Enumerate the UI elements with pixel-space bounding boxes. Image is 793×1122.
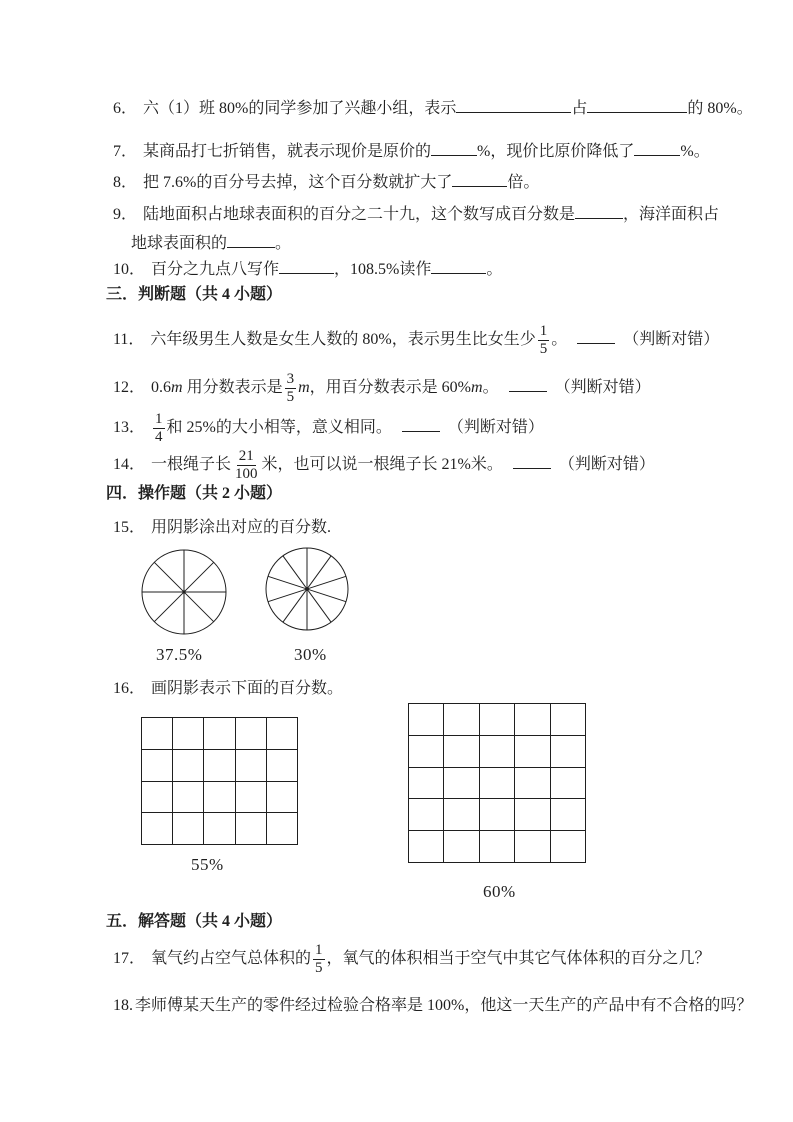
fraction-numerator: 1 xyxy=(155,411,163,428)
grid-cell xyxy=(236,750,267,782)
grid-cell xyxy=(236,782,267,814)
question-text: 用阴影涂出对应的百分数. xyxy=(151,519,332,536)
grid-cell xyxy=(515,768,550,800)
grid-cell xyxy=(444,831,479,863)
grid-cell xyxy=(480,768,515,800)
question-number: 10． xyxy=(113,261,146,278)
fraction-denominator: 4 xyxy=(155,428,163,445)
grid-cell xyxy=(480,799,515,831)
fraction xyxy=(538,323,550,358)
grid-cell xyxy=(204,813,235,845)
grid-label-2: 60% xyxy=(483,882,516,901)
fraction-denominator: 5 xyxy=(286,388,295,405)
grid-cell xyxy=(142,813,173,845)
question-text: 某商品打七折销售，就表示现价是原价的 xyxy=(143,143,432,160)
grid-cell xyxy=(142,782,173,814)
grid-cell xyxy=(551,704,586,736)
question-text: 把 7.6%的百分号去掉，这个百分数就扩大了 xyxy=(143,174,453,191)
grid-cell xyxy=(551,831,586,863)
question-text: 。 xyxy=(551,331,568,348)
fraction-denominator: 100 xyxy=(235,465,258,482)
grid-cell xyxy=(444,704,479,736)
grid-figure-25-cells xyxy=(408,703,586,863)
question-number: 15． xyxy=(113,519,146,536)
circle-label-2: 30% xyxy=(294,645,327,664)
question-text: ，氧气的体积相当于空气中其它气体体积的百分之几？ xyxy=(326,950,711,967)
question-text: （判断对错） xyxy=(447,419,544,436)
circle-label-1: 37.5% xyxy=(156,645,203,664)
blank-line xyxy=(279,258,334,274)
question-number: 6． xyxy=(113,100,138,117)
question-18 xyxy=(113,995,752,1017)
grid-cell xyxy=(515,831,550,863)
grid-cell xyxy=(267,718,298,750)
question-text: （判断对错） xyxy=(558,456,655,473)
question-text: 氧气约占空气总体积的 xyxy=(151,950,312,967)
grid-cell xyxy=(204,718,235,750)
grid-cell xyxy=(444,799,479,831)
question-7 xyxy=(113,140,710,163)
fraction-numerator: 3 xyxy=(286,371,295,388)
grid-cell xyxy=(267,813,298,845)
question-text: %，现价比原价降低了 xyxy=(477,143,635,160)
grid-cell xyxy=(173,718,204,750)
question-text: %。 xyxy=(680,143,710,160)
grid-cell xyxy=(551,799,586,831)
question-text: 百分之九点八写作 xyxy=(151,261,280,278)
blank-line xyxy=(431,258,486,274)
blank-line xyxy=(634,140,680,156)
fraction-numerator: 1 xyxy=(315,942,323,959)
fraction xyxy=(153,411,165,446)
question-number: 9． xyxy=(113,206,138,223)
question-number: 12． xyxy=(113,379,146,396)
grid-cell xyxy=(551,768,586,800)
grid-cell xyxy=(409,768,444,800)
question-8 xyxy=(113,171,539,194)
judge-blank-line xyxy=(402,416,440,432)
question-text: ，海洋面积占地球表面积的 xyxy=(131,206,720,252)
grid-cell xyxy=(551,736,586,768)
grid-cell xyxy=(409,831,444,863)
blank-line xyxy=(452,171,507,187)
question-number: 13． xyxy=(113,419,146,436)
grid-figure-20-cells xyxy=(141,717,298,845)
section-header-solve: 五．解答题（共 4 小题） xyxy=(106,913,283,930)
question-text: 倍。 xyxy=(507,174,540,191)
fraction xyxy=(313,942,325,977)
question-text: 占 xyxy=(571,100,588,117)
grid-cell xyxy=(267,782,298,814)
question-number: 18. xyxy=(113,997,133,1014)
question-text: ，用百分数表示是 60% xyxy=(309,379,471,396)
circle-figure-8-sectors xyxy=(141,549,227,635)
question-9 xyxy=(113,200,731,258)
section-header-operate: 四．操作题（共 2 小题） xyxy=(106,485,283,502)
grid-label-1: 55% xyxy=(191,855,224,874)
grid-cell xyxy=(515,704,550,736)
grid-cell xyxy=(409,704,444,736)
grid-cell xyxy=(204,750,235,782)
question-text: 一根绳子长 xyxy=(151,456,232,473)
fraction-denominator: 5 xyxy=(539,340,548,357)
blank-line xyxy=(456,97,571,113)
question-11 xyxy=(113,318,719,362)
fraction-denominator: 5 xyxy=(315,959,323,976)
question-number: 8． xyxy=(113,174,138,191)
grid-cell xyxy=(267,750,298,782)
section-header-judge: 三．判断题（共 4 小题） xyxy=(106,286,283,303)
question-text: 李师傅某天生产的零件经过检验合格率是 100%，他这一天生产的产品中有不合格的吗？ xyxy=(135,997,753,1014)
fraction xyxy=(285,371,297,406)
circle-diagram xyxy=(141,549,227,635)
grid-cell xyxy=(173,813,204,845)
judge-blank-line xyxy=(509,376,547,392)
question-text: 。 xyxy=(275,235,292,252)
question-16 xyxy=(113,678,343,700)
grid-cell xyxy=(480,704,515,736)
grid-cell xyxy=(444,768,479,800)
question-15 xyxy=(113,517,331,539)
fraction xyxy=(233,448,260,483)
circle-diagram xyxy=(265,547,349,631)
grid-cell xyxy=(480,831,515,863)
question-text: 六年级男生人数是女生人数的 80%，表示男生比女生少 xyxy=(150,331,536,348)
grid-cell xyxy=(480,736,515,768)
blank-line xyxy=(227,232,275,248)
question-number: 14． xyxy=(113,456,146,473)
grid-cell xyxy=(142,750,173,782)
blank-line xyxy=(575,203,623,219)
blank-line xyxy=(587,97,687,113)
question-text: 六（1）班 80%的同学参加了兴趣小组，表示 xyxy=(143,100,457,117)
grid-cell xyxy=(515,736,550,768)
judge-blank-line xyxy=(513,453,551,469)
grid-cell xyxy=(236,718,267,750)
judge-blank-line xyxy=(577,328,615,344)
variable-m: m xyxy=(471,379,483,396)
circle-figure-10-sectors xyxy=(265,547,349,631)
grid-cell xyxy=(409,736,444,768)
question-number: 17． xyxy=(113,950,146,967)
question-text: （判断对错） xyxy=(554,379,651,396)
question-text: 画阴影表示下面的百分数。 xyxy=(151,680,344,697)
question-text: 的 80%。 xyxy=(687,100,753,117)
question-text: （判断对错） xyxy=(623,331,720,348)
variable-m: m xyxy=(171,379,183,396)
question-12 xyxy=(113,366,651,410)
variable-m: m xyxy=(298,379,310,396)
question-text: 0.6 xyxy=(151,379,172,396)
question-6 xyxy=(113,97,753,120)
question-text: 用分数表示是 xyxy=(182,379,283,396)
question-text: 。 xyxy=(482,379,499,396)
blank-line xyxy=(431,140,477,156)
question-text: 米，也可以说一根绳子长 21%米。 xyxy=(261,456,503,473)
grid-cell xyxy=(236,813,267,845)
grid-cell xyxy=(204,782,235,814)
grid-cell xyxy=(142,718,173,750)
question-number: 7． xyxy=(113,143,138,160)
question-number: 11． xyxy=(113,331,145,348)
question-text: 陆地面积占地球表面积的百分之二十九，这个数写成百分数是 xyxy=(143,206,576,223)
grid-cell xyxy=(173,750,204,782)
grid-cell xyxy=(515,799,550,831)
grid-cell xyxy=(409,799,444,831)
question-text: ，108.5%读作 xyxy=(334,261,432,278)
grid-cell xyxy=(444,736,479,768)
question-10 xyxy=(113,258,502,281)
question-text: 。 xyxy=(486,261,503,278)
question-17 xyxy=(113,937,711,981)
fraction-numerator: 1 xyxy=(539,323,548,340)
grid-cell xyxy=(173,782,204,814)
question-text: 和 25%的大小相等，意义相同。 xyxy=(166,419,392,436)
question-14 xyxy=(113,442,655,488)
fraction-numerator: 21 xyxy=(238,448,254,465)
question-number: 16． xyxy=(113,680,146,697)
